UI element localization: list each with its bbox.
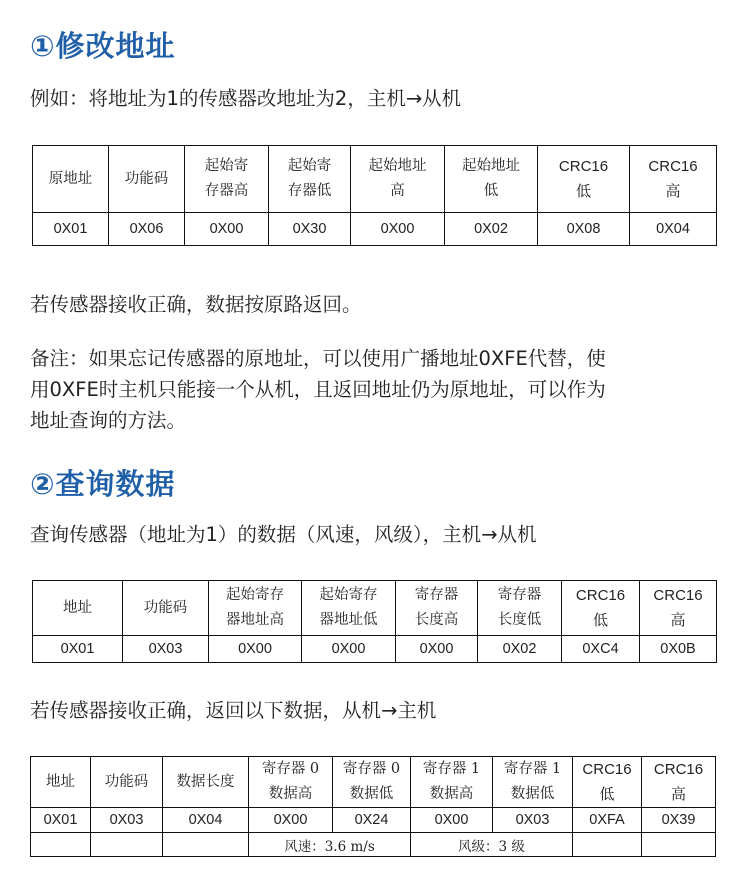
value-cell: 0X02 <box>478 636 562 663</box>
header-cell: CRC16 低 <box>538 146 630 213</box>
wind-level-note: 风级：3 级 <box>411 833 573 857</box>
value-cell: 0X00 <box>396 636 478 663</box>
value-cell: 0X00 <box>302 636 396 663</box>
header-cell: 起始寄存 器地址低 <box>302 581 396 636</box>
header-cell: CRC16 高 <box>640 581 717 636</box>
header-cell: 地址 <box>33 581 123 636</box>
header-cell: 寄存器 长度低 <box>478 581 562 636</box>
value-cell: 0X04 <box>163 808 249 833</box>
table-row <box>33 636 717 663</box>
reply-text: 若传感器接收正确，数据按原路返回。 <box>30 293 362 316</box>
value-cell: 0X03 <box>493 808 573 833</box>
empty-cell <box>163 833 249 857</box>
value-cell: 0X04 <box>630 213 717 246</box>
table-row <box>33 213 717 246</box>
value-cell: 0X03 <box>123 636 209 663</box>
value-cell: 0X0B <box>640 636 717 663</box>
query-example-text: 查询传感器（地址为1）的数据（风速，风级），主机→从机 <box>30 523 537 546</box>
note-line: 备注：如果忘记传感器的原地址，可以使用广播地址0XFE代替，使 <box>30 347 606 370</box>
value-cell: 0X02 <box>445 213 538 246</box>
header-cell: 起始地址 高 <box>351 146 445 213</box>
value-cell: 0X00 <box>351 213 445 246</box>
header-cell: 功能码 <box>109 146 185 213</box>
header-cell: CRC16 低 <box>562 581 640 636</box>
empty-cell <box>91 833 163 857</box>
value-cell: 0X06 <box>109 213 185 246</box>
value-cell: 0X01 <box>33 213 109 246</box>
header-cell: 寄存器 0 数据低 <box>333 757 411 808</box>
header-cell: 起始地址 低 <box>445 146 538 213</box>
value-cell: 0X00 <box>249 808 333 833</box>
header-cell: 寄存器 1 数据高 <box>411 757 493 808</box>
section-title-query-data: ②查询数据 <box>30 467 176 501</box>
header-cell: CRC16 低 <box>573 757 642 808</box>
value-cell: 0X24 <box>333 808 411 833</box>
note-line: 地址查询的方法。 <box>30 409 187 432</box>
section-title-modify-address: ①修改地址 <box>30 29 176 63</box>
value-cell: 0X01 <box>33 636 123 663</box>
value-cell: 0XC4 <box>562 636 640 663</box>
query-table <box>32 580 717 663</box>
header-cell: CRC16 高 <box>630 146 717 213</box>
value-cell: 0X39 <box>642 808 716 833</box>
empty-cell <box>31 833 91 857</box>
header-cell: 数据长度 <box>163 757 249 808</box>
empty-cell <box>573 833 642 857</box>
header-cell: 起始寄存 器地址高 <box>209 581 302 636</box>
header-cell: 寄存器 长度高 <box>396 581 478 636</box>
reply-table <box>30 756 716 857</box>
table-header-row <box>33 146 717 213</box>
value-cell: 0X00 <box>209 636 302 663</box>
header-cell: 起始寄 存器低 <box>269 146 351 213</box>
table-header-row <box>33 581 717 636</box>
value-cell: 0X03 <box>91 808 163 833</box>
modify-address-table <box>32 145 717 246</box>
value-cell: 0X08 <box>538 213 630 246</box>
table-row <box>31 808 716 833</box>
query-reply-text: 若传感器接收正确，返回以下数据，从机→主机 <box>30 699 437 722</box>
value-cell: 0X30 <box>269 213 351 246</box>
empty-cell <box>642 833 716 857</box>
table-header-row <box>31 757 716 808</box>
example-text: 例如：将地址为1的传感器改地址为2，主机→从机 <box>30 87 462 110</box>
value-cell: 0XFA <box>573 808 642 833</box>
note-line: 用0XFE时主机只能接一个从机，且返回地址仍为原地址，可以作为 <box>30 378 606 401</box>
table-note-row <box>31 833 716 857</box>
header-cell: CRC16 高 <box>642 757 716 808</box>
header-cell: 功能码 <box>91 757 163 808</box>
header-cell: 起始寄 存器高 <box>185 146 269 213</box>
header-cell: 功能码 <box>123 581 209 636</box>
header-cell: 原地址 <box>33 146 109 213</box>
value-cell: 0X01 <box>31 808 91 833</box>
header-cell: 地址 <box>31 757 91 808</box>
header-cell: 寄存器 1 数据低 <box>493 757 573 808</box>
header-cell: 寄存器 0 数据高 <box>249 757 333 808</box>
value-cell: 0X00 <box>411 808 493 833</box>
wind-speed-note: 风速：3.6 m/s <box>249 833 411 857</box>
value-cell: 0X00 <box>185 213 269 246</box>
